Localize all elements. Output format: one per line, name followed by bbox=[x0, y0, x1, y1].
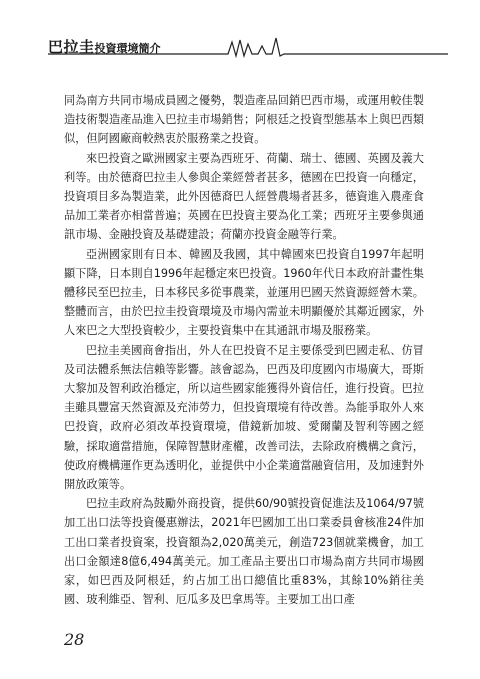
body-text bbox=[64, 91, 424, 609]
paragraph-4: 巴拉圭美國商會指出，外人在巴投資不足主要係受到巴國走私、仿冒及司法體系無法信賴等影響。該會認為，巴西及印度國內市場廣大，哥斯大黎加及智利政治穩定，所以這些國家能獲得外資信任，進行投資。巴拉圭雖具豐富天然資源及充沛勞力，但投資環境有待改善。為能爭取外人來巴投資，政府必須改革投資環境，借鏡新加坡、愛爾蘭及智利等國之經驗，採取適當措施，保障智慧財產權，改善司法，去除政府機構之貪污，使政府機構運作更為透明化，並提供中小企業適當融資信用，及加速對外開放政策等。 bbox=[64, 343, 424, 492]
page-header bbox=[48, 34, 448, 58]
paragraph-5: 巴拉圭政府為鼓勵外商投資，提供60/90號投資促進法及1064/97號加工出口法等投資優惠辦法，2021年巴國加工出口業委員會核准24件加工出口業者投資案，投資額為2,020萬美元，創造723個就業機會，加工出口金額達8億6,494萬美元。加工產品主要出口市場為南方共同市場國家，如巴西及阿根廷，約占加工出口總值比重83%，其餘10%銷往美國、玻利維亞、智利、厄瓜多及巴拿馬等。主要加工出口產 bbox=[64, 497, 424, 607]
header-title-main: 巴拉圭 bbox=[48, 38, 95, 56]
header-title bbox=[48, 36, 161, 57]
page-number: 28 bbox=[64, 630, 85, 649]
header-title-sub: 投資環境簡介 bbox=[94, 42, 161, 55]
paragraph-2: 來巴投資之歐洲國家主要為西班牙、荷蘭、瑞士、德國、英國及義大利等。由於德裔巴拉圭人參與企業經營者甚多，德國在巴投資一向穩定，投資項目多為製造業，此外因德裔巴人經營農場者甚多，德資進入農產食品加工業者亦相當普遍；英國在巴投資主要為化工業；西班牙主要參與通訊市場、金融投資及基礎建設；荷蘭亦投資金融等行業。 bbox=[64, 151, 424, 242]
heartbeat-wave-icon bbox=[222, 38, 290, 56]
paragraph-1: 同為南方共同市場成員國之優勢，製造產品回銷巴西市場，或運用較佳製造技術製造產品進入巴拉圭市場銷售；阿根廷之投資型態基本上與巴西類似，但阿國廠商較熱衷於服務業之投資。 bbox=[64, 94, 424, 146]
paragraph-3: 亞洲國家則有日本、韓國及我國，其中韓國來巴投資自1997年起明顯下降，日本則自1996年起穩定來巴投資。1960年代日本政府計畫性集體移民至巴拉圭，日本移民多從事農業，並運用巴國天然資源經營木業。整體而言，由於巴拉圭投資環境及市場內需並未明顯優於其鄰近國家，外人來巴之大型投資較少，主要投資集中在其通訊市場及服務業。 bbox=[64, 247, 424, 338]
